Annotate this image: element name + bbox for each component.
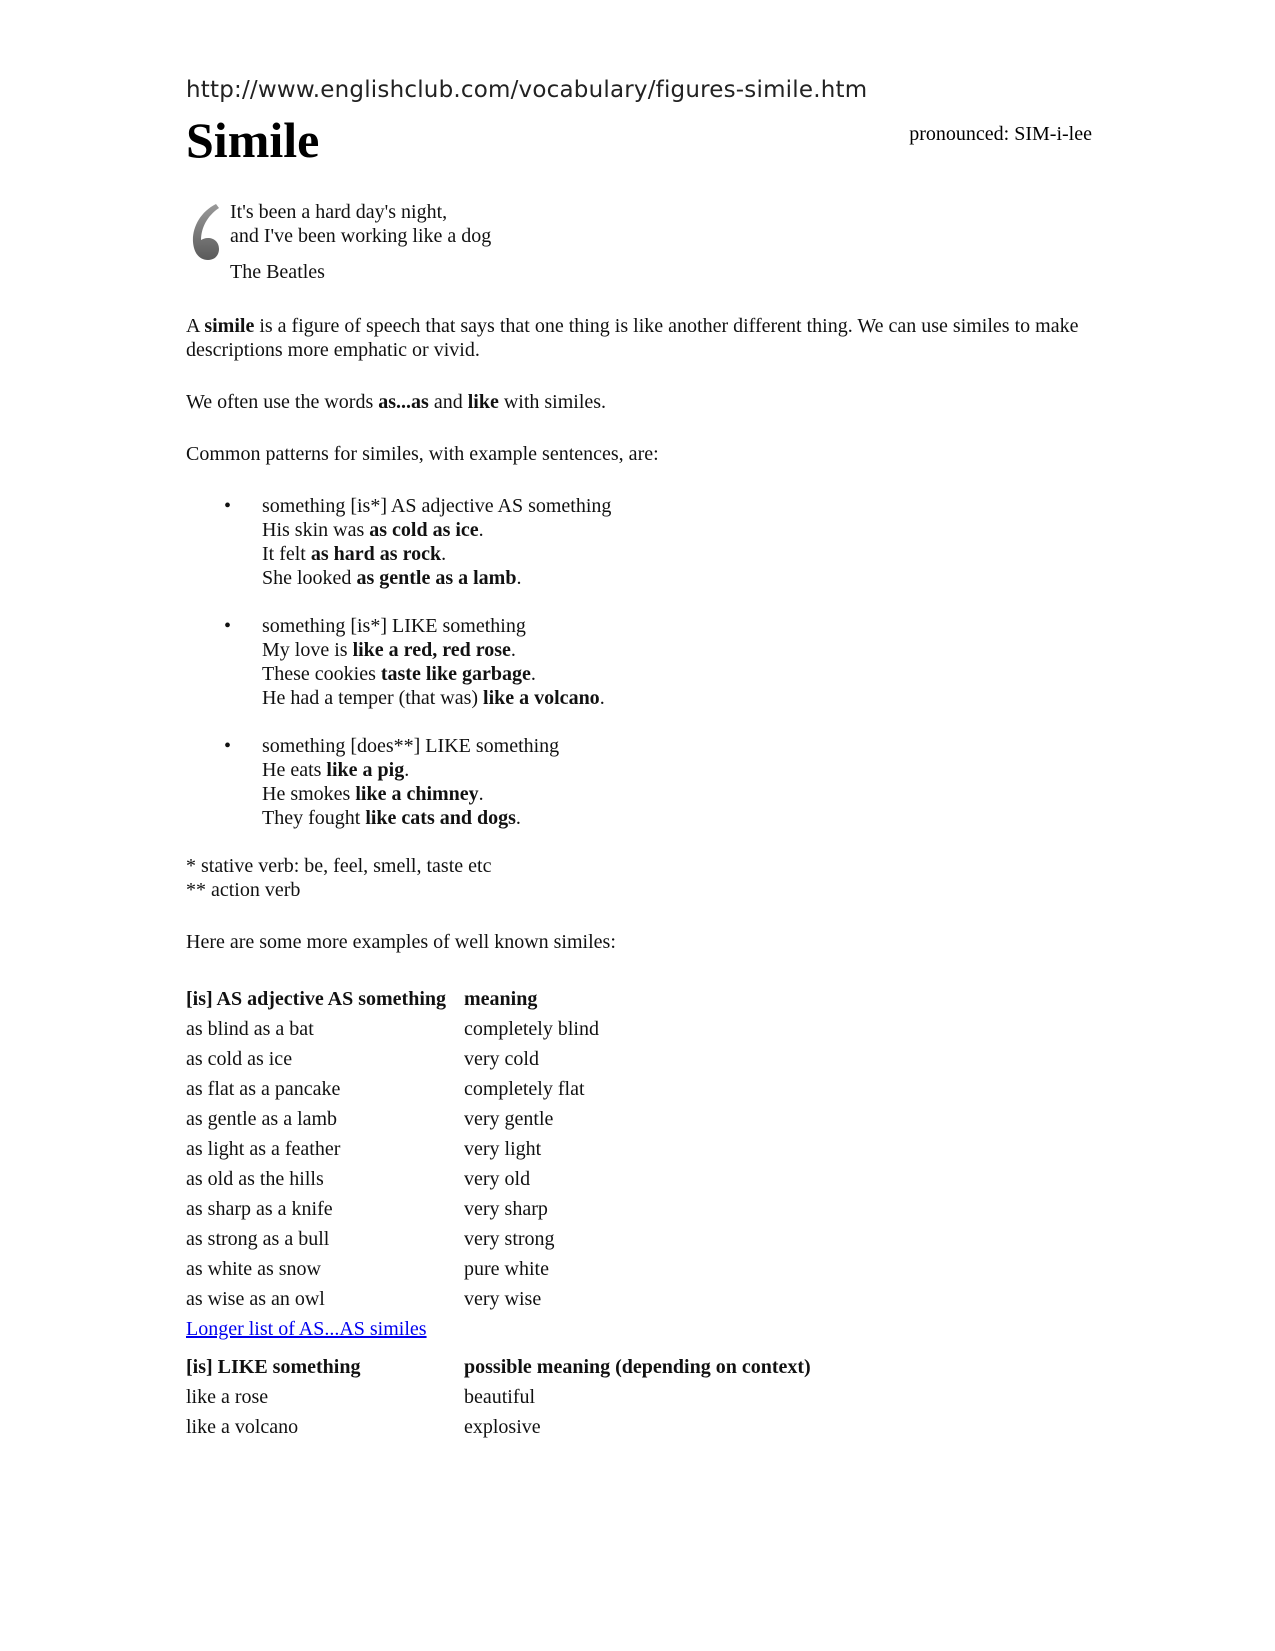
bullet-icon: • xyxy=(224,615,232,637)
definition-paragraph: A simile is a figure of speech that says that one thing is like another different thing. We can use similes to make descriptions more emphatic or vivid. xyxy=(186,315,1079,361)
source-url: http://www.englishclub.com/vocabulary/figures-simile.htm xyxy=(186,77,868,103)
pattern-heading: something [is*] AS adjective AS something xyxy=(262,495,612,517)
page-title: Simile xyxy=(186,112,320,168)
document-page xyxy=(186,70,1092,1442)
table-row: as cold as ice very cold xyxy=(186,1047,539,1070)
example-sentence: His skin was as cold as ice. xyxy=(262,519,484,541)
column-header: [is] AS adjective AS something xyxy=(186,987,446,1010)
table-row: as flat as a pancake completely flat xyxy=(186,1077,585,1100)
list-item xyxy=(186,614,1086,710)
more-examples-intro: Here are some more examples of well known similes: xyxy=(186,931,616,953)
pattern-heading: something [does**] LIKE something xyxy=(262,735,560,757)
table-row: as sharp as a knife very sharp xyxy=(186,1197,548,1220)
column-header: [is] LIKE something xyxy=(186,1355,361,1378)
table-row: as wise as an owl very wise xyxy=(186,1287,542,1310)
table-row: as old as the hills very old xyxy=(186,1167,531,1190)
pattern-heading: something [is*] LIKE something xyxy=(262,615,526,637)
simile-term: simile xyxy=(204,315,255,337)
link-row xyxy=(186,1314,811,1344)
list-item xyxy=(186,494,1086,590)
pronunciation: pronounced: SIM-i-lee xyxy=(909,123,1092,145)
example-sentence: They fought like cats and dogs. xyxy=(262,807,521,829)
table-row: as blind as a bat completely blind xyxy=(186,1017,599,1040)
table-row: as strong as a bull very strong xyxy=(186,1227,555,1250)
keywords-paragraph: We often use the words as...as and like with similes. xyxy=(186,391,607,413)
longer-list-link[interactable]: Longer list of AS...AS similes xyxy=(186,1317,427,1340)
table-row: as light as a feather very light xyxy=(186,1137,542,1160)
column-header: possible meaning (depending on context) xyxy=(464,1355,811,1378)
footnote-action: ** action verb xyxy=(186,879,301,901)
column-header: meaning xyxy=(464,987,538,1010)
example-sentence: He smokes like a chimney. xyxy=(262,783,484,805)
bullet-icon: • xyxy=(224,735,232,757)
bullet-icon: • xyxy=(224,495,232,517)
similes-table xyxy=(186,984,811,1442)
title-row xyxy=(186,110,1092,170)
quote-line-2: and I've been working like a dog xyxy=(230,225,492,247)
opening-quote-icon xyxy=(186,202,224,262)
table-row: as gentle as a lamb very gentle xyxy=(186,1107,554,1130)
example-sentence: My love is like a red, red rose. xyxy=(262,639,516,661)
footnote-stative: * stative verb: be, feel, smell, taste etc xyxy=(186,855,492,877)
table-row: as white as snow pure white xyxy=(186,1257,549,1280)
quote-block xyxy=(186,200,1086,284)
quote-line-1: It's been a hard day's night, xyxy=(230,201,448,223)
table-row: like a rose beautiful xyxy=(186,1385,536,1408)
example-sentence: He had a temper (that was) like a volcano. xyxy=(262,687,605,709)
as-table-header xyxy=(186,984,811,1014)
patterns-list xyxy=(186,494,1086,830)
example-sentence: He eats like a pig. xyxy=(262,759,410,781)
quote-author: The Beatles xyxy=(230,261,325,283)
like-table-header xyxy=(186,1352,811,1382)
example-sentence: It felt as hard as rock. xyxy=(262,543,447,565)
footnotes xyxy=(186,854,1086,902)
list-item xyxy=(186,734,1086,830)
table-row: like a volcano explosive xyxy=(186,1415,541,1438)
patterns-intro: Common patterns for similes, with example sentences, are: xyxy=(186,443,659,465)
example-sentence: She looked as gentle as a lamb. xyxy=(262,567,522,589)
example-sentence: These cookies taste like garbage. xyxy=(262,663,536,685)
